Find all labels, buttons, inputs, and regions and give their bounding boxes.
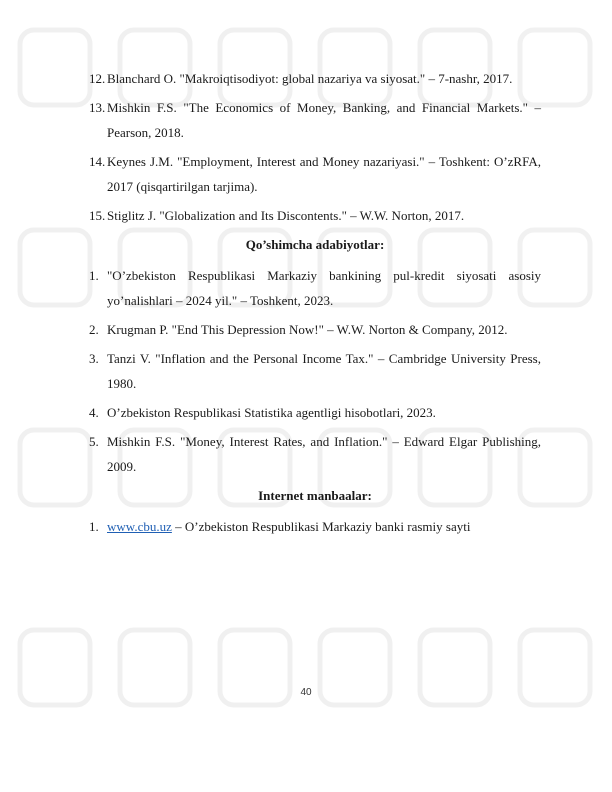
internet-item <box>89 514 541 539</box>
additional-item <box>89 317 541 342</box>
additional-text: Tanzi V. "Inflation and the Personal Income Tax." – Cambridge University Press, 1980. <box>107 351 541 391</box>
additional-text: "O’zbekiston Respublikasi Markaziy bankining pul-kredit siyosati asosiy yo’nalishlari – 2024 yil." – Toshkent, 2023. <box>107 268 541 308</box>
reference-item <box>89 149 541 199</box>
additional-number: 3. <box>89 351 99 366</box>
additional-number: 2. <box>89 322 99 337</box>
reference-item <box>89 66 541 91</box>
reference-item <box>89 203 541 228</box>
page-number: 40 <box>300 687 312 698</box>
additional-list <box>89 263 541 479</box>
reference-text: Blanchard O. "Makroiqtisodiyot: global nazariya va siyosat." – 7-nashr, 2017. <box>107 71 513 86</box>
page-content <box>89 66 541 543</box>
additional-number: 5. <box>89 434 99 449</box>
reference-number: 15. <box>89 208 106 223</box>
references-list <box>89 66 541 228</box>
additional-text: Mishkin F.S. "Money, Interest Rates, and Inflation." – Edward Elgar Publishing, 2009. <box>107 434 541 474</box>
additional-item <box>89 263 541 313</box>
internet-list <box>89 514 541 539</box>
reference-number: 13. <box>89 100 106 115</box>
additional-item <box>89 429 541 479</box>
reference-text: Keynes J.M. "Employment, Interest and Money nazariyasi." – Toshkent: O’zRFA, 2017 (qisqartirilgan tarjima). <box>107 154 541 194</box>
reference-number: 14. <box>89 154 106 169</box>
additional-item <box>89 400 541 425</box>
reference-text: Mishkin F.S. "The Economics of Money, Banking, and Financial Markets." – Pearson, 2018. <box>107 100 541 140</box>
reference-item <box>89 95 541 145</box>
internet-number: 1. <box>89 519 99 534</box>
reference-text: Stiglitz J. "Globalization and Its Discontents." – W.W. Norton, 2017. <box>107 208 465 223</box>
additional-literature-heading: Qo’shimcha adabiyotlar: <box>245 237 385 252</box>
reference-number: 12. <box>89 71 106 86</box>
internet-sources-heading: Internet manbaalar: <box>258 488 372 503</box>
additional-number: 4. <box>89 405 99 420</box>
additional-number: 1. <box>89 268 99 283</box>
additional-item <box>89 346 541 396</box>
additional-text: Krugman P. "End This Depression Now!" – W.W. Norton & Company, 2012. <box>107 322 508 337</box>
cbu-link[interactable]: www.cbu.uz <box>107 519 172 534</box>
additional-text: O’zbekiston Respublikasi Statistika agentligi hisobotlari, 2023. <box>107 405 436 420</box>
internet-text: – O’zbekiston Respublikasi Markaziy banki rasmiy sayti <box>171 519 471 534</box>
